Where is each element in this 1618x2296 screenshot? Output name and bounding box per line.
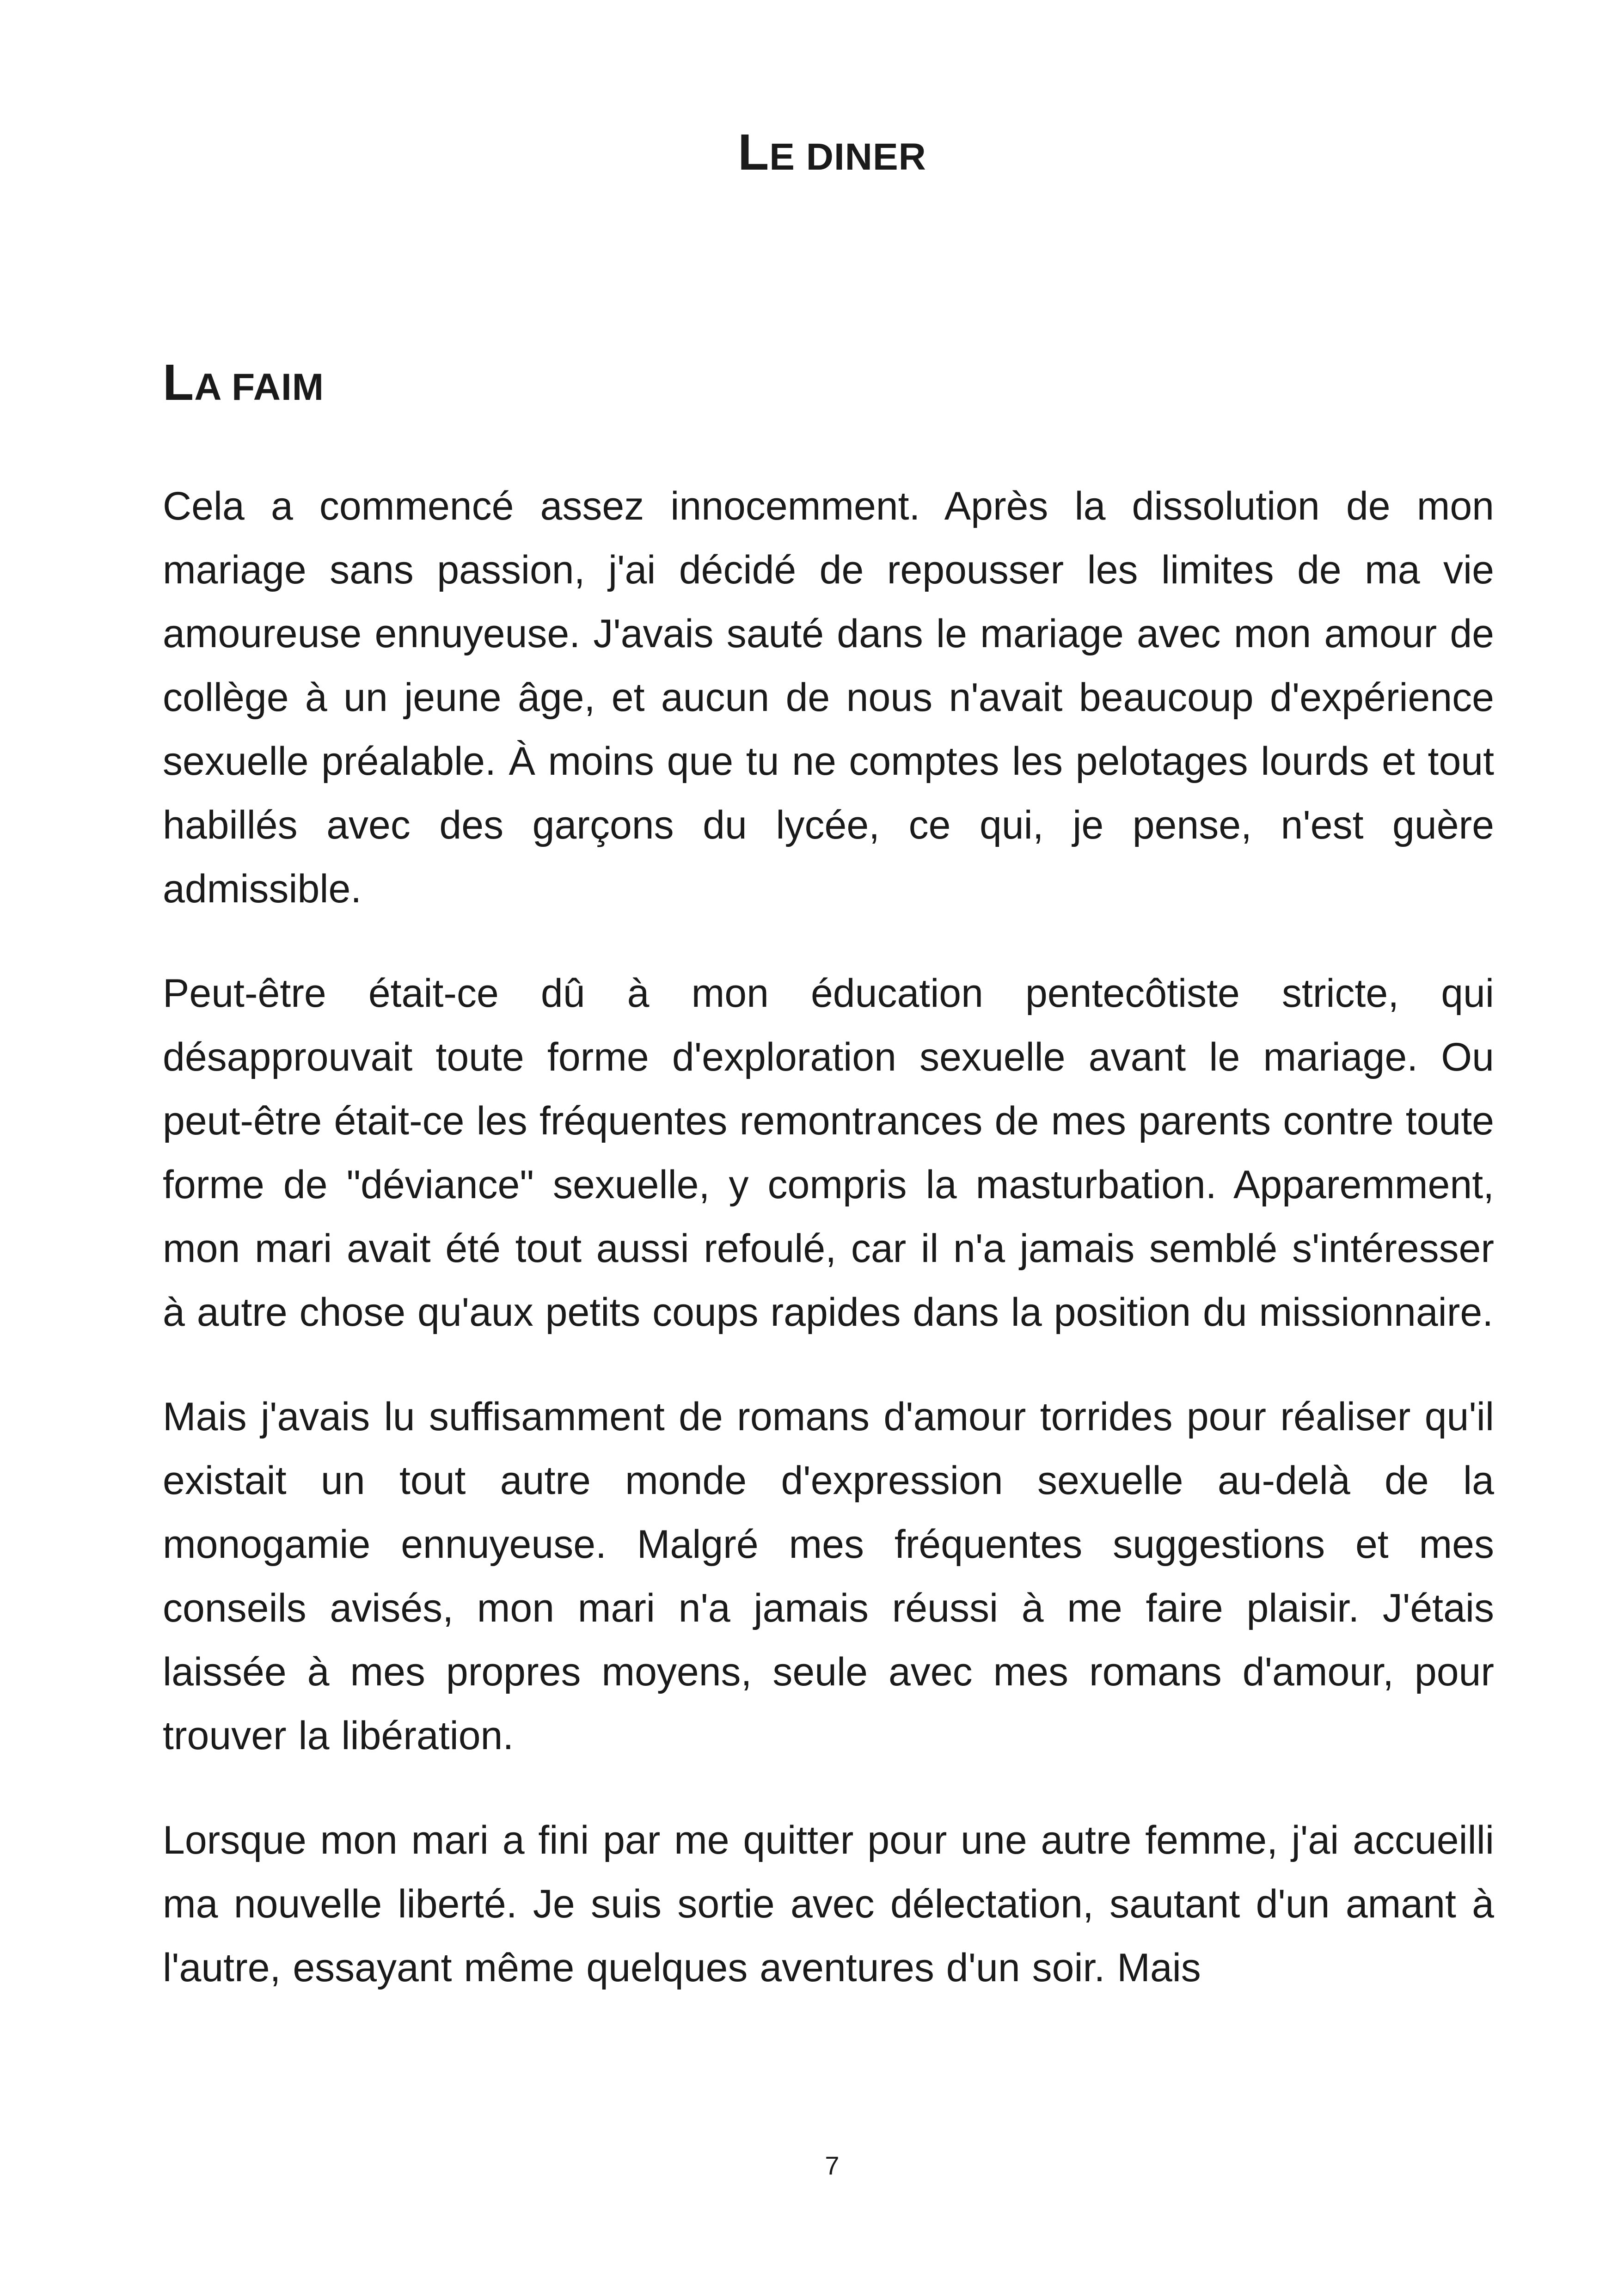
paragraph-2: Peut-être était-ce dû à mon éducation pentecôtiste stricte, qui désapprouvait toute forme d'exploration sexuelle avant le mariage. Ou peut-être était-ce les fréquentes remontrances de mes parents contre toute forme de "déviance" sexuelle, y compris la masturbation. Apparemment, mon mari avait été tout aussi refoulé, car il n'a jamais semblé s'intéresser à autre chose qu'aux petits coups rapides dans la position du missionnaire. [163,971,1494,1335]
section-title-rest: A FAIM [194,366,325,408]
paragraph-4: Lorsque mon mari a fini par me quitter pour une autre femme, j'ai accueilli ma nouvelle liberté. Je suis sortie avec délectation, sautant d'un amant à l'autre, essayant même quelques aventures d'un soir. Mais [163,1818,1494,1990]
page-number: 7 [825,2151,840,2180]
section-title [163,355,324,424]
chapter-title-rest: E DINER [769,136,926,178]
section-title-initial: L [163,354,195,411]
paragraph-1: Cela a commencé assez innocemment. Après la dissolution de mon mariage sans passion, j'ai décidé de repousser les limites de ma vie amoureuse ennuyeuse. J'avais sauté dans le mariage avec mon amour de collège à un jeune âge, et aucun de nous n'avait beaucoup d'expérience sexuelle préalable. À moins que tu ne comptes les pelotages lourds et tout habillés avec des garçons du lycée, ce qui, je pense, n'est guère admissible. [163,484,1494,911]
body-text [163,474,1494,2040]
paragraph-3: Mais j'avais lu suffisamment de romans d'amour torrides pour réaliser qu'il existait un tout autre monde d'expression sexuelle au-delà de la monogamie ennuyeuse. Malgré mes fréquentes suggestions et mes conseils avisés, mon mari n'a jamais réussi à me faire plaisir. J'étais laissée à mes propres moyens, seule avec mes romans d'amour, pour trouver la libération. [163,1395,1494,1758]
chapter-title-initial: L [738,124,770,181]
chapter-title [0,125,1618,185]
